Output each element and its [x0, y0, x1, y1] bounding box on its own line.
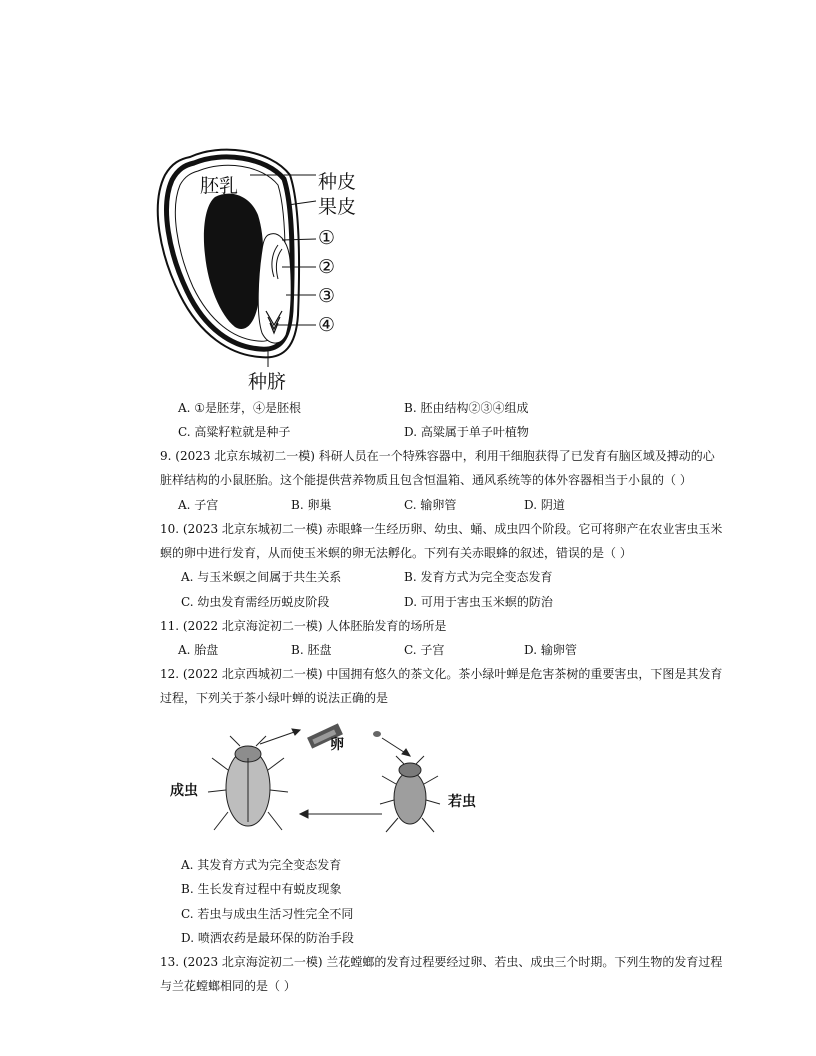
adult-insect [208, 736, 288, 830]
q9-option-d: D. 阴道 [524, 498, 565, 512]
q10-option-d: D. 可用于害虫玉米螟的防治 [404, 595, 553, 609]
q12-stem-line1: 12. (2022 北京西城初二一模) 中国拥有悠久的茶文化。茶小绿叶蝉是危害茶树的重要害虫，下图是其发育 [160, 667, 723, 681]
nymph-insect [380, 756, 440, 832]
label-seed-coat: 种皮 [318, 171, 357, 193]
arrow-egg-to-nymph [382, 738, 410, 756]
q12-option-b: B. 生长发育过程中有蜕皮现象 [181, 882, 342, 896]
q10-stem-line1: 10. (2023 北京东城初二一模) 赤眼蜂一生经历卵、幼虫、蛹、成虫四个阶段。它可将卵产在农业害虫玉米 [160, 522, 723, 536]
label-nymph: 若虫 [448, 794, 476, 810]
q9-option-b: B. 卵巢 [291, 498, 332, 512]
endosperm-dark [204, 194, 263, 329]
q8-option-c: C. 高粱籽粒就是种子 [178, 425, 291, 439]
label-structure-3: ③ [318, 285, 336, 307]
q13-stem-line2: 与兰花螳螂相同的是（ ） [160, 979, 296, 993]
q9-option-c: C. 输卵管 [404, 498, 457, 512]
q9-stem-line2: 脏样结构的小鼠胚胎。这个能提供营养物质且包含恒温箱、通风系统等的体外容器相当于小鼠的（ ） [160, 473, 692, 487]
leafhopper-life-cycle-figure [160, 718, 500, 842]
q11-option-a: A. 胎盘 [178, 643, 219, 657]
q11-option-b: B. 胚盘 [291, 643, 332, 657]
q10-option-b: B. 发育方式为完全变态发育 [404, 570, 553, 584]
label-pericarp: 果皮 [318, 196, 357, 218]
arrow-nymph-to-adult [300, 810, 382, 818]
q11-stem: 11. (2022 北京海淀初二一模) 人体胚胎发育的场所是 [160, 619, 447, 633]
q11-option-d: D. 输卵管 [524, 643, 577, 657]
label-structure-4: ④ [318, 314, 336, 336]
label-structure-1: ① [318, 227, 336, 249]
q12-option-a: A. 其发育方式为完全变态发育 [181, 858, 342, 872]
q9-option-a: A. 子宫 [178, 498, 219, 512]
q10-stem-line2: 螟的卵中进行发育，从而使玉米螟的卵无法孵化。下列有关赤眼蜂的叙述，错误的是（ ） [160, 546, 632, 560]
sorghum-seed-figure [150, 145, 370, 395]
q12-stem-line2: 过程，下列关于茶小绿叶蝉的说法正确的是 [160, 691, 389, 705]
q12-option-d: D. 喷洒农药是最环保的防治手段 [181, 931, 354, 945]
q8-option-b: B. 胚由结构②③④组成 [404, 401, 529, 415]
q9-stem-line1: 9. (2023 北京东城初二一模) 科研人员在一个特殊容器中，利用干细胞获得了已发育有脑区域及搏动的心 [160, 449, 715, 463]
q8-option-a: A. ①是胚芽，④是胚根 [178, 401, 302, 415]
q12-option-c: C. 若虫与成虫生活习性完全不同 [181, 907, 354, 921]
label-egg: 卵 [330, 737, 344, 753]
label-endosperm: 胚乳 [200, 175, 239, 197]
label-hilum: 种脐 [248, 371, 287, 393]
label-structure-2: ② [318, 256, 336, 278]
egg-on-twig [307, 723, 381, 748]
q8-option-d: D. 高粱属于单子叶植物 [404, 425, 529, 439]
q10-option-c: C. 幼虫发育需经历蜕皮阶段 [181, 595, 330, 609]
label-adult: 成虫 [170, 783, 198, 799]
q13-stem-line1: 13. (2023 北京海淀初二一模) 兰花螳螂的发育过程要经过卵、若虫、成虫三个时期。下列生物的发育过程 [160, 955, 723, 969]
q10-option-a: A. 与玉米螟之间属于共生关系 [181, 570, 342, 584]
q11-option-c: C. 子宫 [404, 643, 445, 657]
